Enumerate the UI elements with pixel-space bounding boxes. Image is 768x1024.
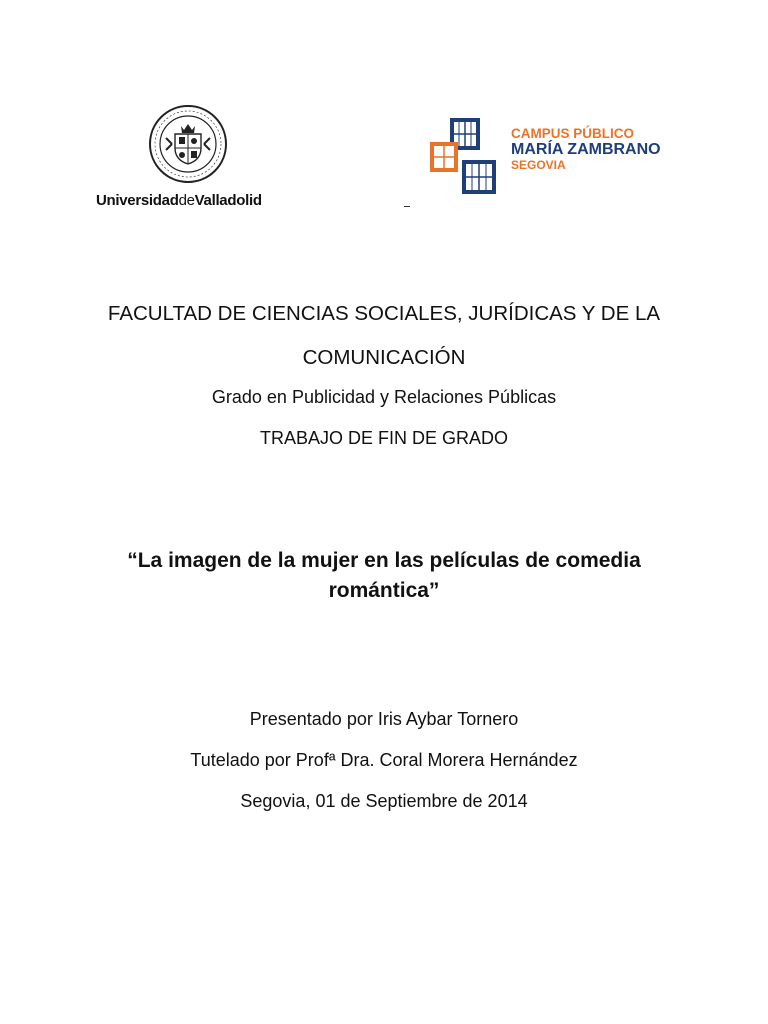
faculty-heading [0,292,768,380]
faculty-heading-line-1: FACULTAD DE CIENCIAS SOCIALES, JURÍDICAS Y DE LA [107,302,661,325]
thesis-title [0,546,768,606]
campus-logo [428,116,678,196]
campus-name-line-2: MARÍA ZAMBRANO [511,141,661,159]
university-seal-icon [148,104,228,184]
campus-name-line-1: CAMPUS PÚBLICO [511,126,635,141]
university-name [96,192,262,209]
university-name-connector: de [178,192,195,209]
tutor: Tutelado por Profª Dra. Coral Morera Hernández [190,750,578,770]
university-name-part-1: Universidad [96,192,179,209]
thesis-title-line-2: romántica” [328,579,440,602]
work-type: TRABAJO DE FIN DE GRADO [259,428,509,448]
small-dash-mark [404,206,410,207]
thesis-title-line-1: “La imagen de la mujer en las películas de comedia [127,549,641,572]
campus-name [511,126,661,172]
degree-name: Grado en Publicidad y Relaciones Públicas [211,387,557,407]
place-date: Segovia, 01 de Septiembre de 2014 [240,791,528,811]
campus-name-line-3: SEGOVIA [511,158,566,173]
university-name-part-2: Valladolid [194,192,262,209]
faculty-heading-line-2: COMUNICACIÓN [302,346,466,369]
campus-windows-icon [428,116,500,196]
university-logo [96,104,282,214]
presented-by: Presentado por Iris Aybar Tornero [249,709,519,729]
